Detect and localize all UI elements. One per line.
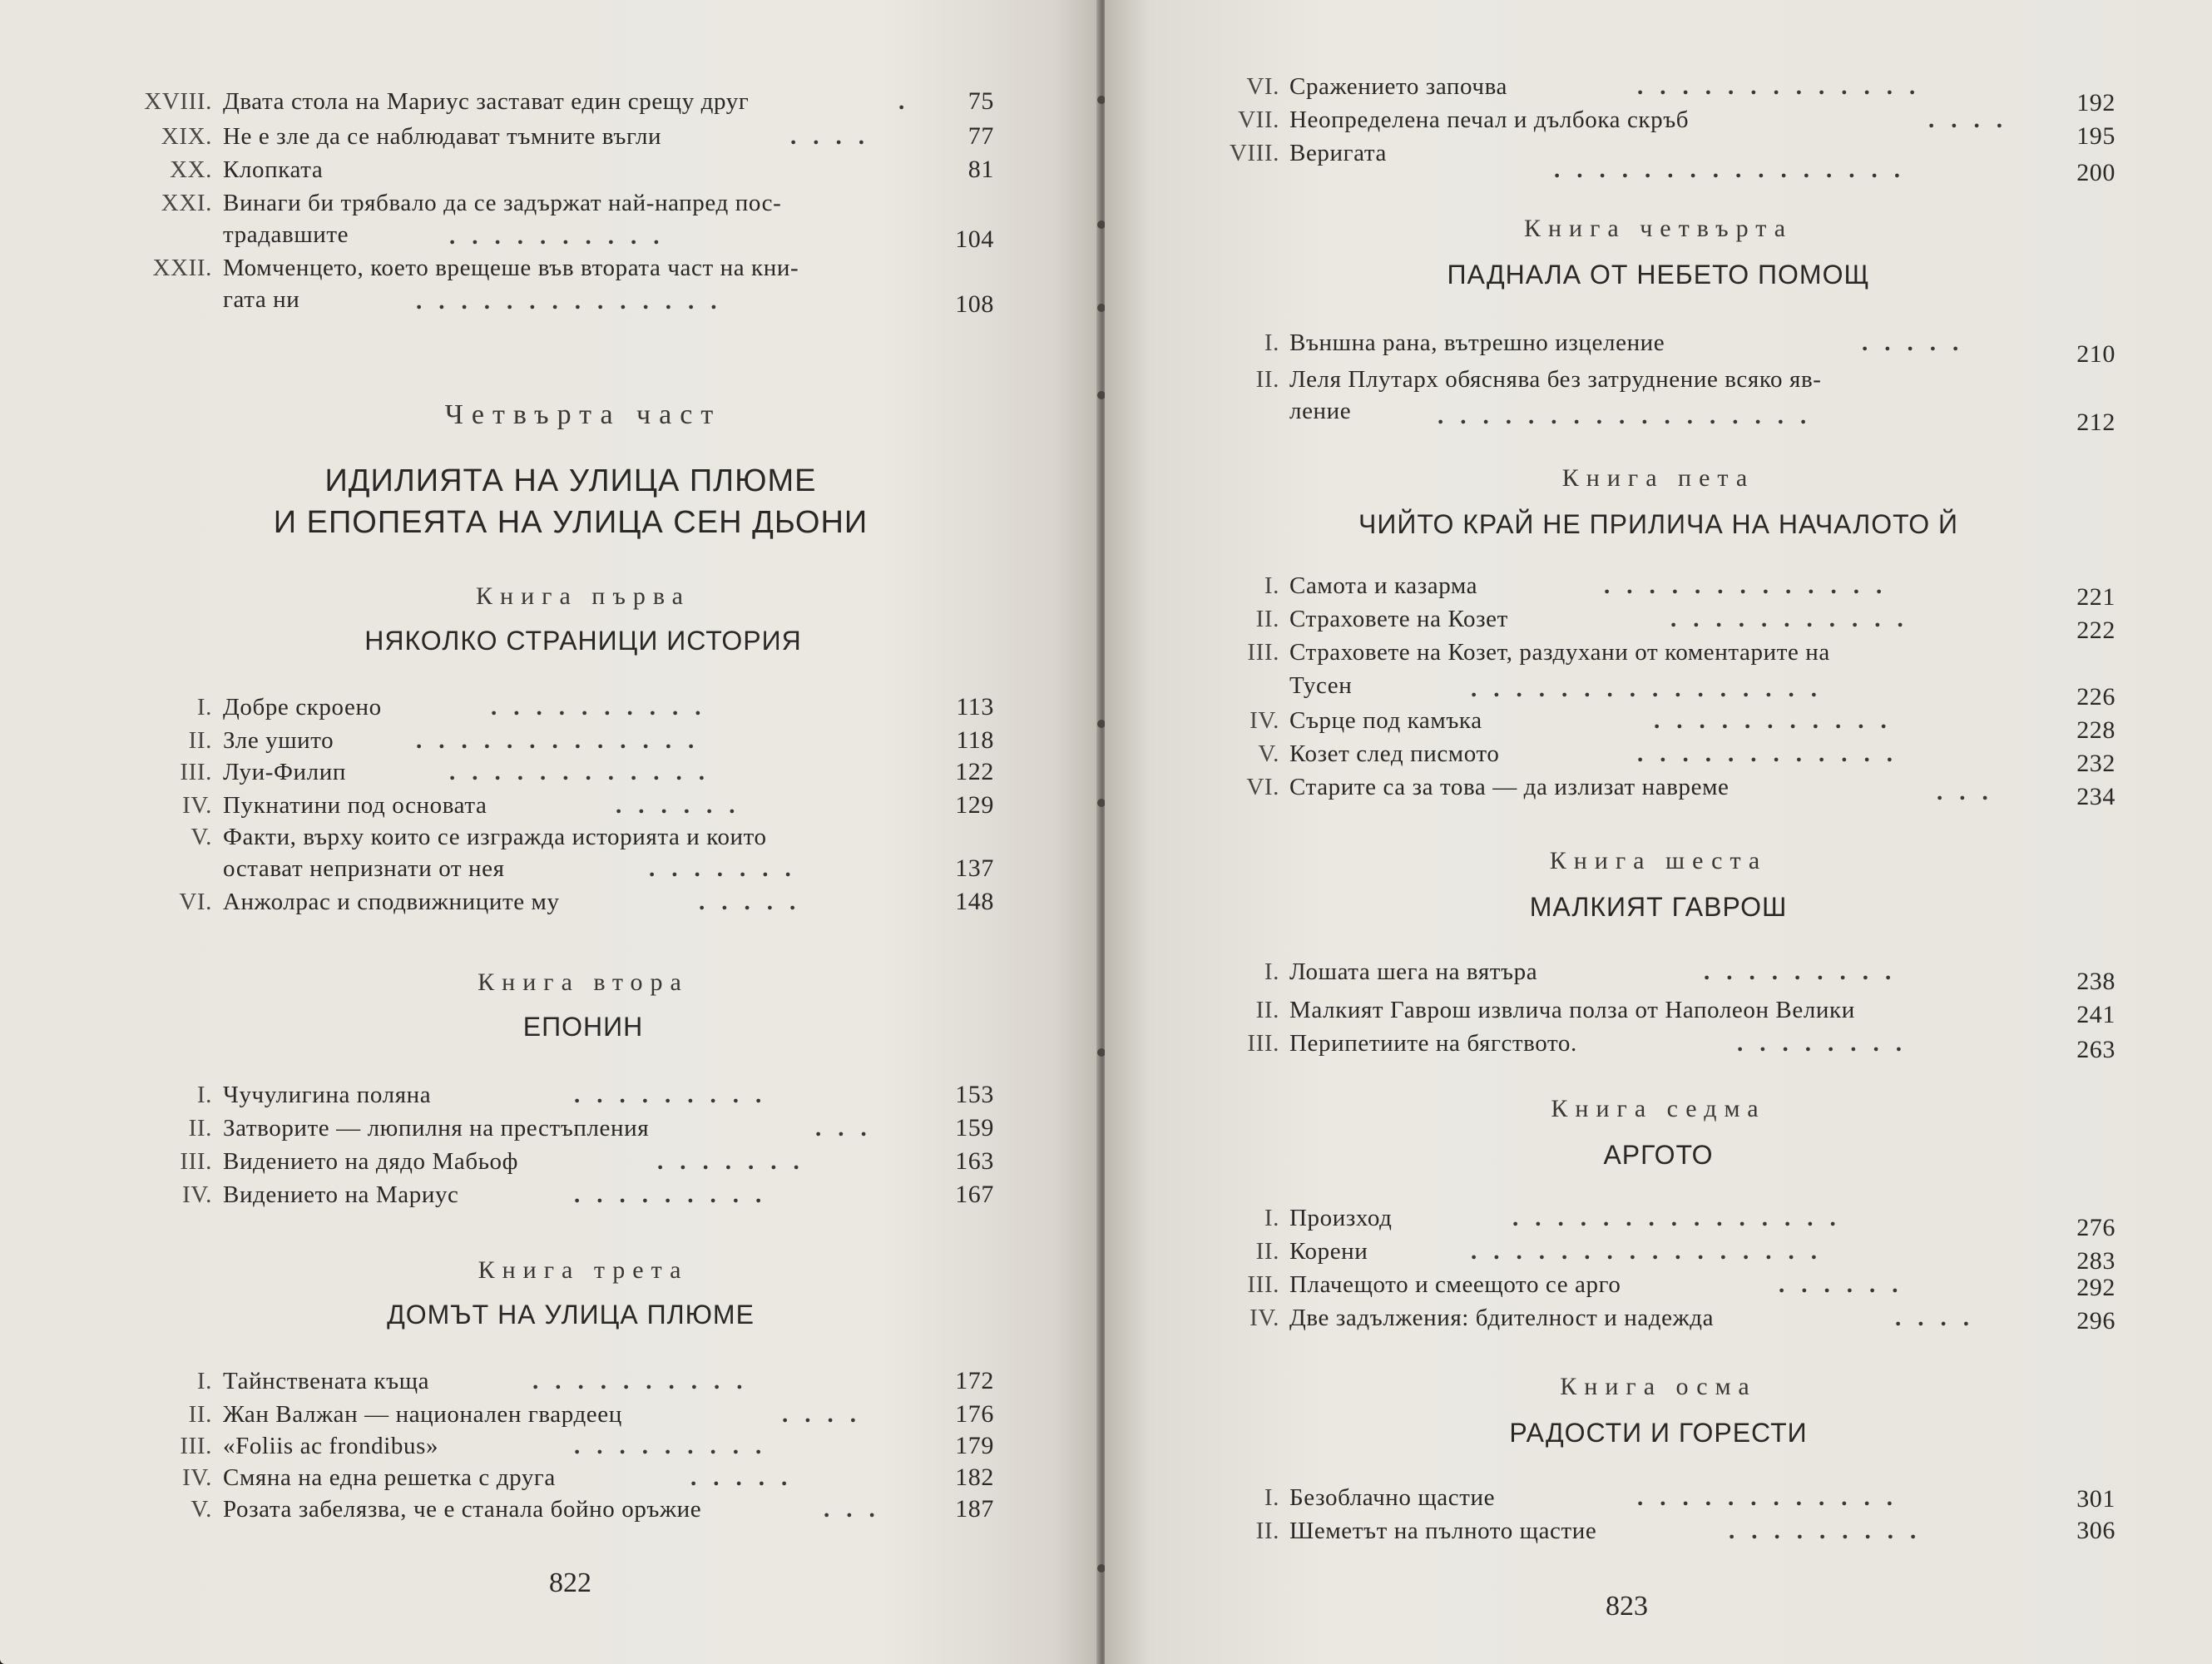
leader-dots: .....: [699, 889, 813, 915]
entry-number: I.: [1264, 1205, 1279, 1231]
entry-title-continued: гата ни: [223, 286, 300, 313]
leader-dots: ..........: [532, 1368, 760, 1394]
entry-number: VI.: [1246, 73, 1279, 100]
toc-entry: [1105, 1514, 2212, 1548]
entry-title-continued: Тусен: [1289, 672, 1353, 699]
entry-page: 210: [2076, 340, 2116, 368]
toc-entry: [0, 1398, 1100, 1431]
entry-title: Не е зле да се наблюдават тъмните въгли: [223, 123, 662, 150]
entry-page: 176: [955, 1400, 994, 1428]
leader-dots: ............: [1637, 1484, 1909, 1511]
toc-entry: [0, 1078, 1100, 1112]
toc-entry: [0, 85, 1100, 118]
entry-page: 104: [955, 225, 994, 253]
toc-entry: [0, 724, 1100, 757]
toc-entry: [1105, 136, 2212, 186]
entry-page: 222: [2076, 617, 2116, 644]
entry-number: I.: [1264, 329, 1279, 356]
entry-page: 232: [2076, 750, 2116, 777]
leader-dots: ...........: [1654, 707, 1903, 734]
toc-entry: [1105, 1301, 2212, 1335]
entry-title: Страховете на Козет, раздухани от коментарите на: [1289, 639, 1830, 666]
entry-page: 172: [955, 1367, 994, 1394]
leader-dots: .........: [574, 1082, 779, 1108]
leader-dots: .......: [657, 1148, 816, 1175]
book-label: Книга първа: [476, 582, 690, 610]
entry-page: 200: [2076, 159, 2116, 186]
entry-page: 292: [2076, 1274, 2116, 1301]
entry-title: Смяна на една решетка с друга: [223, 1464, 556, 1491]
entry-number: I.: [196, 1368, 212, 1394]
toc-entry: [1105, 1027, 2212, 1063]
toc-entry: [1105, 103, 2212, 150]
entry-number: IV.: [182, 1464, 212, 1491]
entry-page: 296: [2076, 1307, 2116, 1335]
entry-page: 187: [955, 1495, 994, 1523]
toc-entry: [0, 789, 1100, 822]
leader-dots: ................: [1554, 156, 1917, 183]
toc-entry: [0, 1112, 1100, 1145]
leader-dots: ................: [1471, 1238, 1833, 1265]
leader-dots: .............: [1637, 73, 1932, 100]
toc-entry: [1105, 1268, 2212, 1301]
toc-entry: [0, 885, 1100, 919]
entry-title: Розата забелязва, че е станала бойно оръжие: [223, 1496, 702, 1523]
toc-entry: [1105, 569, 2212, 611]
entry-title: Старите са за това — да излизат навреме: [1289, 774, 1730, 800]
toc-entry: [0, 1429, 1100, 1463]
toc-entry: [0, 120, 1100, 153]
entry-title-continued: традавшите: [223, 221, 349, 248]
toc-entry: [1105, 770, 2212, 810]
entry-title: Самота и казарма: [1289, 572, 1478, 599]
entry-page: 212: [2076, 409, 2116, 436]
toc-entry: [0, 186, 1100, 253]
book-title: ПАДНАЛА ОТ НЕБЕТО ПОМОЩ: [1447, 260, 1870, 290]
leader-dots: ..........: [449, 223, 676, 250]
entry-number: VI.: [1246, 774, 1279, 800]
entry-page: 113: [956, 693, 994, 721]
entry-number: VI.: [179, 889, 212, 915]
entry-title: Анжолрас и сподвижниците му: [223, 889, 560, 915]
entry-page: 137: [955, 854, 994, 882]
leader-dots: .........: [1729, 1518, 1933, 1544]
entry-page: 238: [2076, 968, 2116, 995]
toc-entry: [1105, 70, 2212, 116]
leader-dots: ............: [1637, 740, 1909, 767]
book-label: Книга втора: [478, 968, 689, 996]
entry-number: V.: [1258, 740, 1279, 767]
leader-dots: ......: [616, 792, 752, 819]
leader-dots: ....: [1928, 106, 2019, 133]
entry-page: 234: [2076, 783, 2116, 810]
left-page: [0, 0, 1100, 1664]
entry-number: III.: [180, 1433, 212, 1459]
leader-dots: ...: [1937, 779, 2005, 805]
entry-title: Леля Плутарх обяснява без затруднение всяко яв-: [1289, 366, 1822, 393]
toc-entry: [1105, 1201, 2212, 1241]
entry-page: 163: [955, 1147, 994, 1175]
entry-number: V.: [191, 1496, 212, 1523]
book-title: ЧИЙТО КРАЙ НЕ ПРИЛИЧА НА НАЧАЛОТО Й: [1358, 509, 1958, 539]
book-label: Книга шеста: [1549, 847, 1768, 874]
entry-page: 159: [955, 1114, 994, 1142]
entry-title: Винаги би трябвало да се задържат най-напред пос-: [223, 190, 782, 216]
entry-title-continued: остават непризнати от нея: [223, 855, 505, 882]
page-number: 823: [1606, 1591, 1648, 1622]
entry-title: Момченцето, което врещеше във втората част на кни-: [223, 255, 799, 281]
leader-dots: ..............: [416, 288, 734, 314]
toc-entry: [0, 1461, 1100, 1494]
entry-number: II.: [1255, 1238, 1279, 1265]
toc-entry: [0, 1145, 1100, 1178]
leader-dots: .......: [649, 855, 808, 882]
toc-entry: [1105, 737, 2212, 777]
entry-number: XXI.: [161, 190, 212, 216]
book-title: ДОМЪТ НА УЛИЦА ПЛЮМЕ: [387, 1300, 755, 1330]
entry-number: II.: [188, 727, 212, 754]
leader-dots: ..........: [491, 694, 718, 721]
leader-dots: ...: [815, 1115, 883, 1142]
entry-number: III.: [180, 759, 212, 785]
toc-entry: [0, 691, 1100, 724]
entry-title: Добре скроено: [223, 694, 382, 721]
entry-page: 122: [955, 758, 994, 785]
entry-title: Корени: [1289, 1238, 1368, 1265]
book-title: НЯКОЛКО СТРАНИЦИ ИСТОРИЯ: [364, 626, 802, 656]
leader-dots: .................: [1438, 403, 1824, 429]
entry-page: 182: [955, 1463, 994, 1491]
entry-page: 283: [2076, 1247, 2116, 1275]
entry-number: XIX.: [161, 123, 212, 150]
part-title-line-1: ИДИЛИЯТА НА УЛИЦА ПЛЮМЕ: [324, 463, 817, 498]
toc-entry: [1105, 1235, 2212, 1275]
entry-number: XXII.: [152, 255, 212, 281]
toc-entry: [1105, 993, 2212, 1027]
entry-number: I.: [1264, 958, 1279, 985]
leader-dots: ...........: [1670, 606, 1920, 632]
part-title-line-2: И ЕПОПЕЯТА НА УЛИЦА СЕН ДЬОНИ: [273, 505, 868, 540]
leader-dots: .............: [1604, 572, 1899, 599]
entry-number: III.: [1247, 1030, 1279, 1057]
entry-number: XVIII.: [144, 88, 212, 115]
entry-title: Пукнатини под основата: [223, 792, 487, 819]
entry-title: Затворите — люпилня на престъпления: [223, 1115, 650, 1142]
entry-number: I.: [1264, 1484, 1279, 1511]
entry-page: 108: [955, 290, 994, 318]
entry-page: 263: [2076, 1036, 2116, 1063]
entry-number: IV.: [1250, 1305, 1279, 1331]
toc-entry: [0, 251, 1100, 318]
entry-title: Видението на дядо Мабьоф: [223, 1148, 519, 1175]
entry-title: Жан Валжан — национален гвардеец: [223, 1401, 622, 1428]
entry-title: Страховете на Козет: [1289, 606, 1508, 632]
entry-page: 221: [2076, 583, 2116, 611]
book-label: Книга пета: [1561, 464, 1755, 492]
toc-entry: [0, 1493, 1100, 1526]
leader-dots: .............: [416, 727, 711, 754]
entry-page: 81: [967, 156, 994, 183]
entry-number: V.: [191, 824, 212, 850]
toc-entry: [0, 755, 1100, 789]
entry-number: II.: [188, 1401, 212, 1428]
entry-page: 75: [967, 87, 994, 115]
entry-page: 118: [956, 726, 994, 754]
book-label: Книга четвърта: [1523, 215, 1794, 242]
entry-page: 195: [2076, 122, 2116, 150]
leader-dots: .....: [690, 1464, 804, 1491]
toc-entry: [1105, 955, 2212, 995]
entry-number: II.: [1255, 997, 1279, 1023]
entry-title: Тайнствената къща: [223, 1368, 430, 1394]
leader-dots: ................: [1471, 676, 1833, 702]
leader-dots: .....: [1862, 329, 1976, 356]
leader-dots: .........: [1704, 958, 1908, 985]
toc-entry: [1105, 363, 2212, 436]
entry-title: Зле ушито: [223, 727, 334, 754]
entry-page: 77: [967, 122, 994, 150]
entry-title: Сърце под камъка: [1289, 707, 1482, 734]
entry-title: Безоблачно щастие: [1289, 1484, 1496, 1511]
entry-number: IV.: [1250, 707, 1279, 734]
entry-title: Външна рана, вътрешно изцеление: [1289, 329, 1665, 356]
entry-number: I.: [1264, 572, 1279, 599]
book-title: РАДОСТИ И ГОРЕСТИ: [1509, 1418, 1808, 1448]
entry-title-continued: ление: [1289, 398, 1352, 424]
entry-page: 129: [955, 791, 994, 819]
entry-page: 153: [955, 1081, 994, 1108]
entry-title: Произход: [1289, 1205, 1393, 1231]
entry-title: Козет след писмото: [1289, 740, 1500, 767]
book-label: Книга трета: [478, 1256, 689, 1284]
leader-dots: .........: [574, 1181, 779, 1208]
book-title: МАЛКИЯТ ГАВРОШ: [1529, 892, 1788, 922]
entry-title: Факти, върху които се изгражда историята и които: [223, 824, 767, 850]
entry-number: III.: [1247, 639, 1279, 666]
toc-entry: [0, 153, 1100, 186]
entry-number: VII.: [1238, 106, 1279, 133]
entry-number: III.: [1247, 1271, 1279, 1298]
entry-page: 301: [2076, 1485, 2116, 1513]
book-title: ЕПОНИН: [522, 1012, 644, 1042]
entry-title: Перипетиите на бягството.: [1289, 1030, 1577, 1057]
leader-dots: ...: [824, 1496, 892, 1523]
entry-page: 228: [2076, 716, 2116, 744]
toc-entry: [1105, 1481, 2212, 1514]
entry-title: Сражението започва: [1289, 73, 1507, 100]
entry-title: Плачещото и смеещото се арго: [1289, 1271, 1621, 1298]
leader-dots: .........: [574, 1433, 779, 1459]
toc-entry: [1105, 602, 2212, 644]
entry-title: Лошата шега на вятъра: [1289, 958, 1538, 985]
entry-page: 179: [955, 1432, 994, 1459]
leader-dots: ....: [782, 1401, 873, 1428]
entry-title: Чучулигина поляна: [223, 1082, 432, 1108]
entry-title: Луи-Филип: [223, 759, 346, 785]
book-title: АРГОТО: [1603, 1140, 1714, 1170]
leader-dots: ........: [1737, 1030, 1918, 1057]
entry-title: Шеметът на пълното щастие: [1289, 1518, 1597, 1544]
entry-number: IV.: [182, 792, 212, 819]
toc-entry: [1105, 636, 2212, 711]
entry-title: Малкият Гаврош извлича полза от Наполеон Велики: [1289, 997, 1855, 1023]
leader-dots: ...............: [1512, 1205, 1853, 1231]
entry-number: III.: [180, 1148, 212, 1175]
entry-title: Клопката: [223, 156, 324, 183]
entry-number: II.: [1255, 366, 1279, 393]
entry-page: 192: [2076, 89, 2116, 116]
toc-entry: [0, 1178, 1100, 1211]
entry-title: Две задължения: бдителност и надежда: [1289, 1305, 1715, 1331]
right-page: [1105, 0, 2212, 1664]
part-label: Четвърта част: [444, 399, 722, 430]
entry-number: XX.: [170, 156, 212, 183]
entry-title: Веригата: [1289, 140, 1387, 166]
leader-dots: .: [898, 88, 922, 115]
leader-dots: ......: [1779, 1271, 1915, 1298]
entry-title: Двата стола на Мариус застават един срещу друг: [223, 88, 750, 115]
entry-title: «Foliis ac frondibus»: [223, 1433, 439, 1459]
entry-number: IV.: [182, 1181, 212, 1208]
entry-number: II.: [188, 1115, 212, 1142]
entry-number: II.: [1255, 1518, 1279, 1544]
entry-page: 148: [955, 888, 994, 915]
entry-title: Видението на Мариус: [223, 1181, 459, 1208]
leader-dots: ....: [1895, 1305, 1986, 1331]
entry-number: II.: [1255, 606, 1279, 632]
toc-entry: [1105, 704, 2212, 744]
page-number: 822: [549, 1567, 591, 1598]
leader-dots: ............: [449, 759, 721, 785]
entry-page: 276: [2076, 1214, 2116, 1241]
entry-page: 226: [2076, 683, 2116, 711]
leader-dots: ....: [790, 123, 881, 150]
toc-entry: [0, 1364, 1100, 1398]
entry-page: 167: [955, 1181, 994, 1208]
entry-number: I.: [196, 694, 212, 721]
entry-title: Неопределена печал и дълбока скръб: [1289, 106, 1690, 133]
book-label: Книга осма: [1560, 1373, 1757, 1400]
entry-number: I.: [196, 1082, 212, 1108]
entry-page: 241: [2076, 1001, 2116, 1028]
toc-entry: [0, 820, 1100, 887]
toc-entry: [1105, 326, 2212, 368]
entry-page: 306: [2076, 1517, 2116, 1544]
book-label: Книга седма: [1551, 1095, 1766, 1122]
entry-number: VIII.: [1229, 140, 1279, 166]
